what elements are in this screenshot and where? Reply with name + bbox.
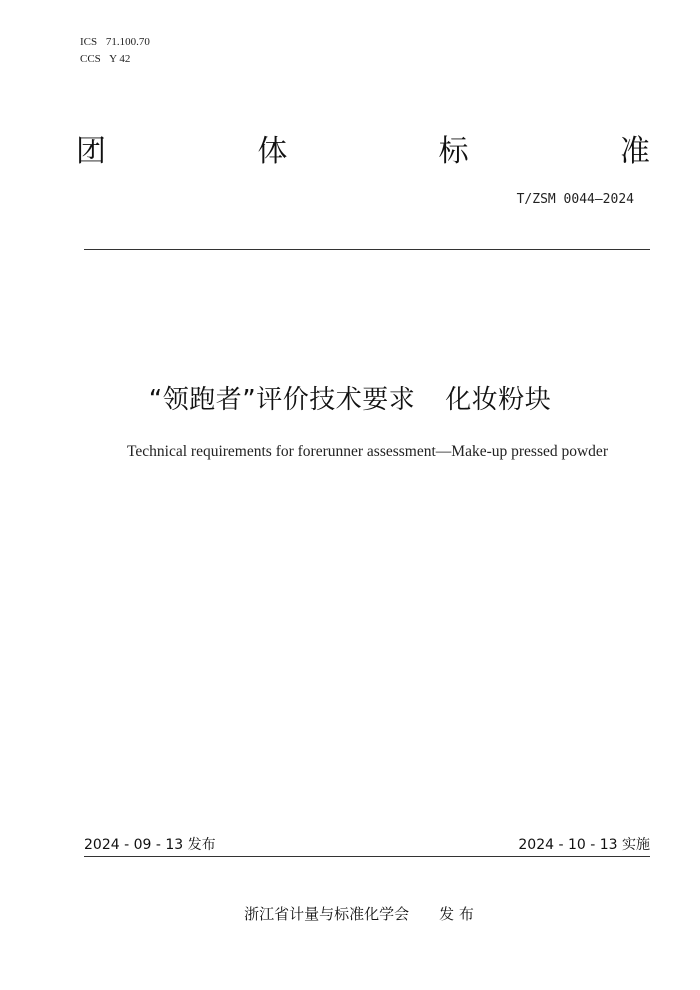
standard-type-char: 标 [438,134,469,169]
publisher-line [0,903,700,925]
standard-type-heading [76,132,650,172]
publisher-action: 发 布 [439,905,474,923]
standard-type-char: 准 [619,134,650,169]
release-date: 2024 - 09 - 13 发布 [84,837,216,853]
ics-line [80,34,150,51]
top-divider [84,249,650,250]
ccs-label: CCS [80,53,101,65]
standard-number: T/ZSM 0044—2024 [516,192,634,207]
ics-label: ICS [80,36,98,48]
standard-type-char: 团 [76,134,106,169]
title-chinese-sub: 化妆粉块 [445,385,552,415]
implementation-date: 2024 - 10 - 13 实施 [518,837,650,853]
ics-code: 71.100.70 [105,36,150,48]
title-chinese-main: “领跑者”评价技术要求 [148,385,416,415]
title-english: Technical requirements for forerunner assessment—Make-up pressed powder [127,443,608,460]
ccs-code: Y 42 [109,53,131,65]
classification-codes [80,34,150,68]
bottom-divider [84,856,650,857]
publisher-name: 浙江省计量与标准化学会 [244,905,410,923]
ccs-line [80,51,150,68]
standard-type-char: 体 [257,134,288,169]
title-chinese [0,380,700,420]
